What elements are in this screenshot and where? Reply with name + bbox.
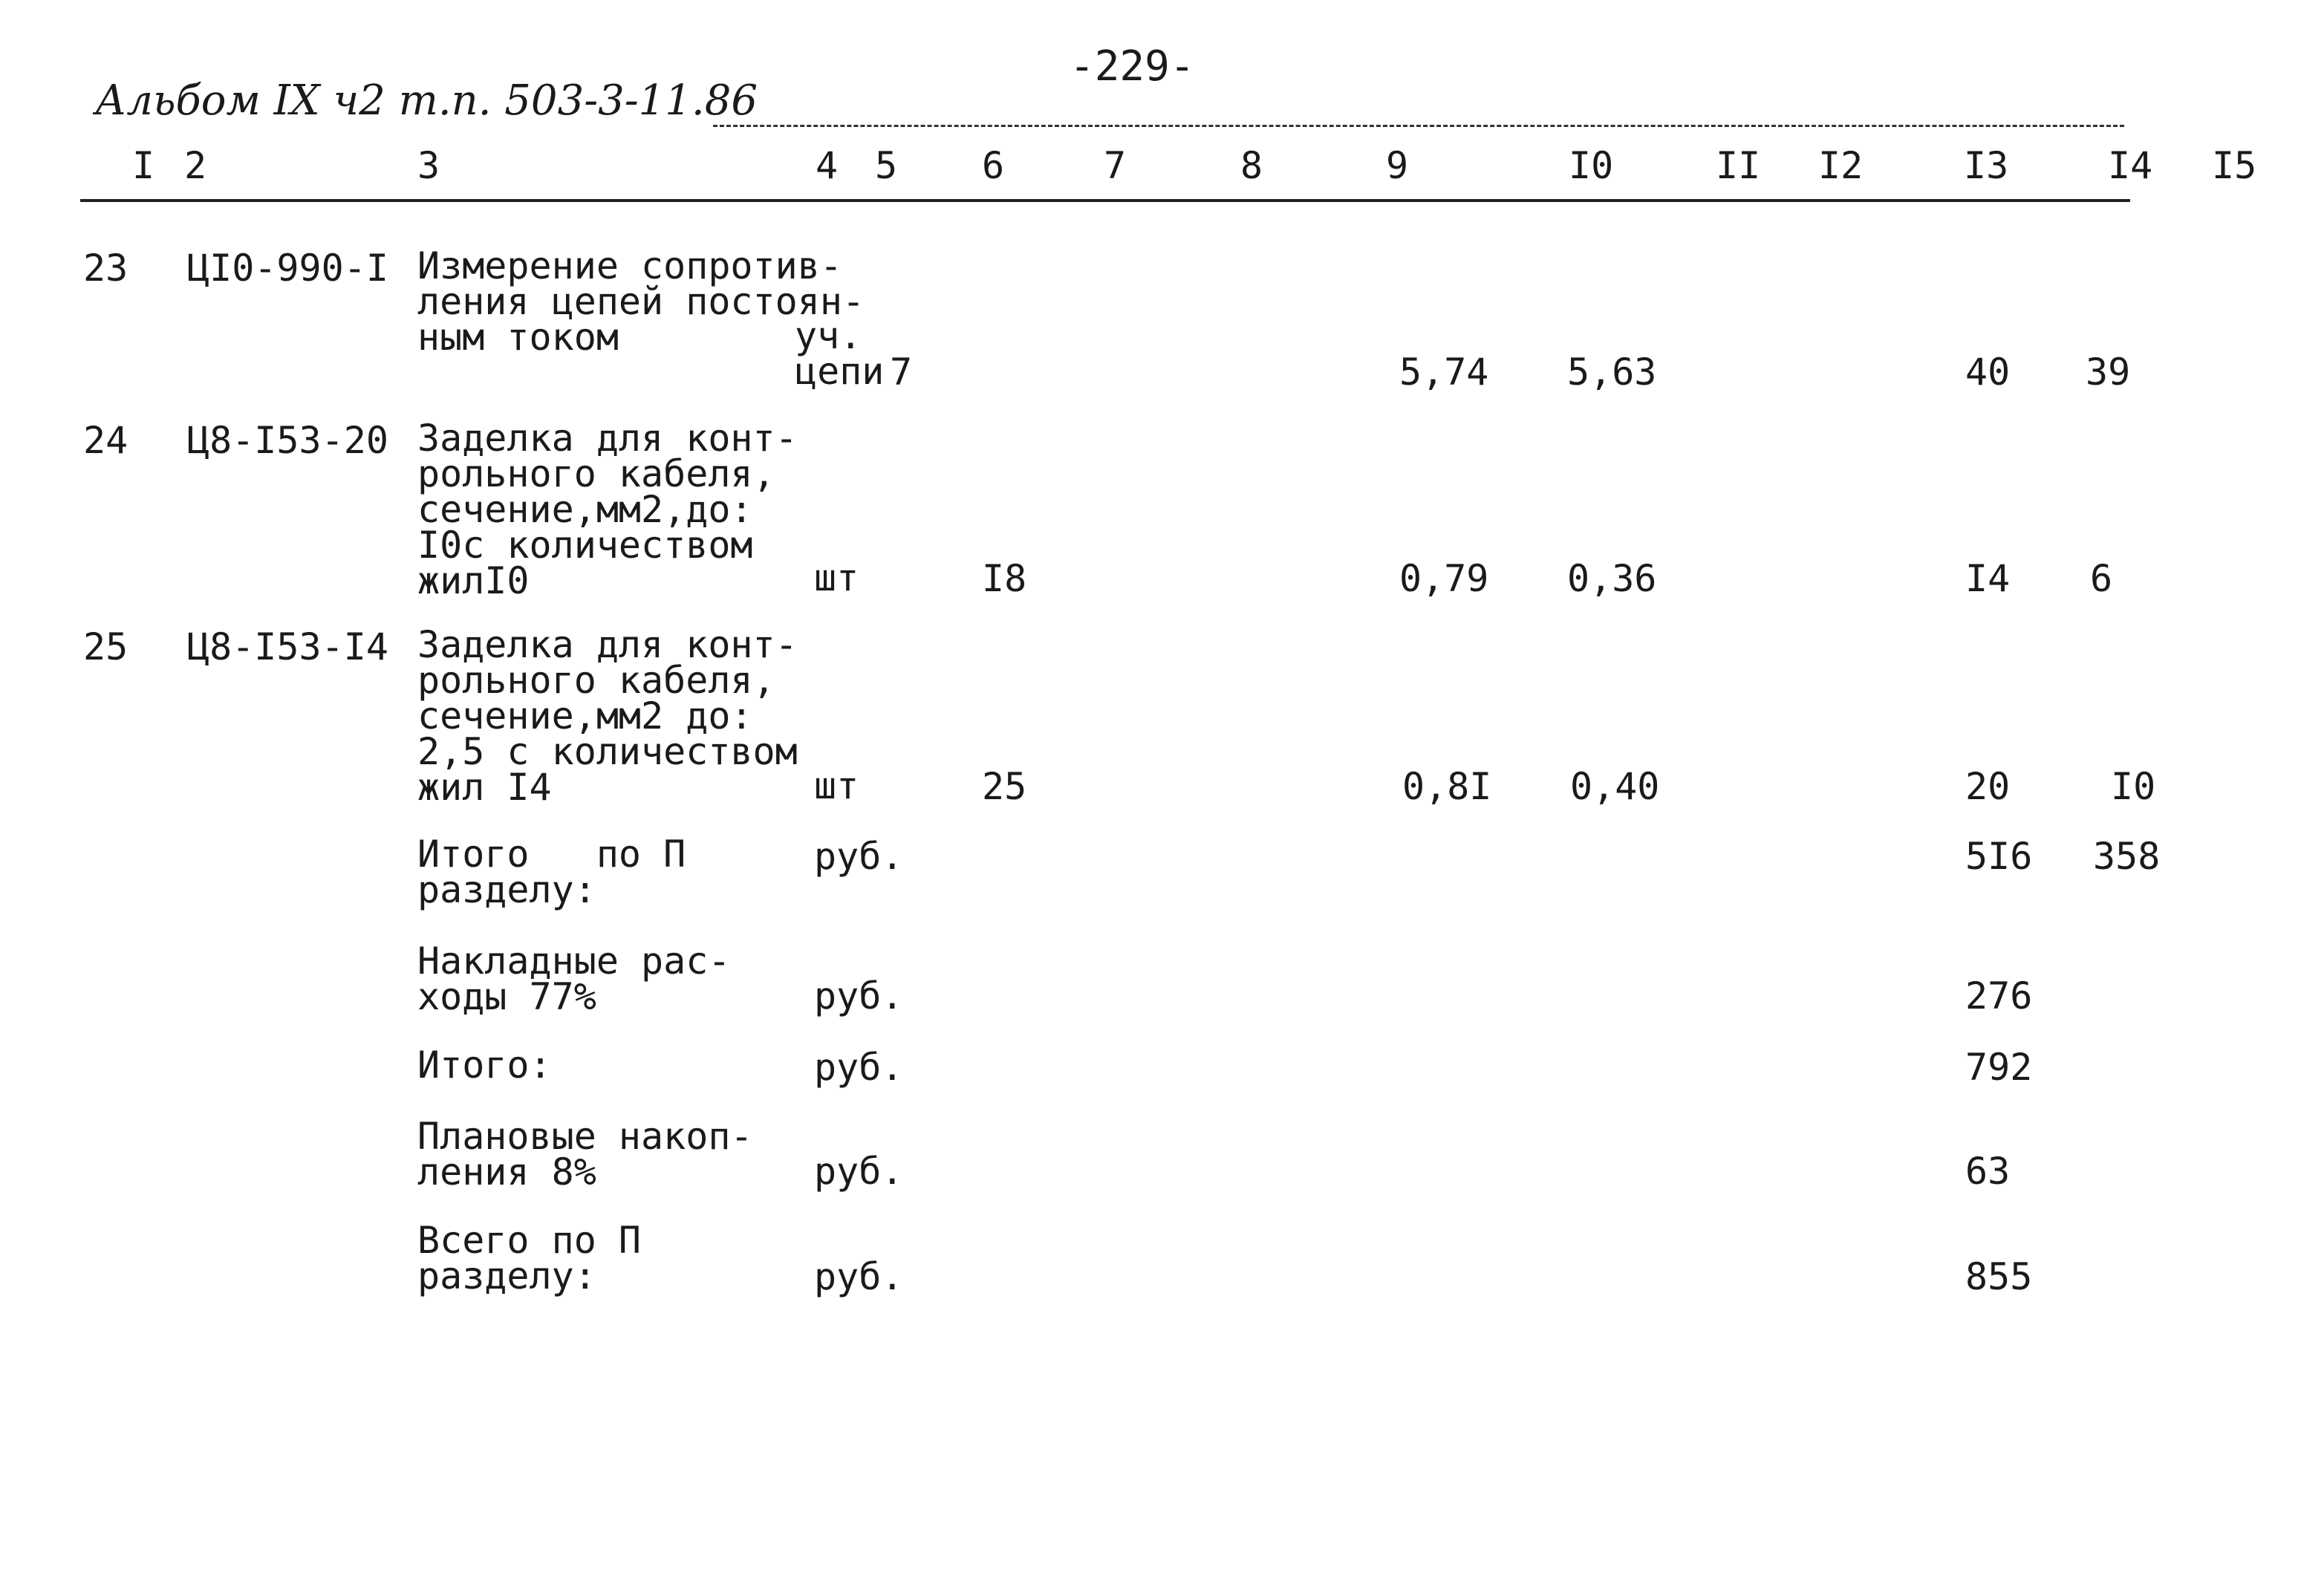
row-col10: 0,40 bbox=[1570, 765, 1660, 808]
row-col5: 7 bbox=[890, 351, 913, 394]
col-header-5: 5 bbox=[875, 144, 898, 187]
row-code: ЦI0-990-I bbox=[187, 247, 388, 290]
row-col9: 5,74 bbox=[1399, 351, 1489, 394]
col-header-3: 3 bbox=[417, 144, 440, 187]
col-header-14: I4 bbox=[2108, 144, 2153, 187]
summary-unit: руб. bbox=[814, 974, 904, 1018]
row-code: Ц8-I53-I4 bbox=[187, 625, 388, 668]
row-col10: 0,36 bbox=[1567, 557, 1657, 600]
page-number: -229- bbox=[1070, 42, 1195, 91]
summary-unit: руб. bbox=[814, 1255, 904, 1298]
row-col9: 0,79 bbox=[1399, 557, 1489, 600]
row-col14: I0 bbox=[2111, 765, 2156, 808]
summary-label: Итого: bbox=[417, 1044, 552, 1087]
col-header-13: I3 bbox=[1964, 144, 2009, 187]
album-note: Альбом IX ч2 т.п. 503-3-11.86 bbox=[95, 76, 758, 125]
summary-label: Итого по П разделу: bbox=[417, 833, 686, 911]
row-col6: I8 bbox=[982, 557, 1027, 600]
summary-label: Накладные рас- ходы 77% bbox=[417, 940, 731, 1018]
col-header-7: 7 bbox=[1104, 144, 1127, 187]
summary-col14: 358 bbox=[2093, 835, 2161, 878]
summary-col13: 5I6 bbox=[1965, 835, 2033, 878]
row-col14: 6 bbox=[2090, 557, 2113, 600]
summary-col13: 792 bbox=[1965, 1046, 2033, 1089]
row-name: Заделка для конт- рольного кабеля, сечение,мм2 до: 2,5 с количеством жил I4 bbox=[417, 623, 798, 809]
row-col10: 5,63 bbox=[1567, 351, 1657, 394]
header-top-rule bbox=[713, 125, 2124, 127]
row-name: Заделка для конт- рольного кабеля, сечение,мм2,до: I0с количеством жилI0 bbox=[417, 417, 798, 602]
summary-unit: руб. bbox=[814, 1150, 904, 1193]
row-code: Ц8-I53-20 bbox=[187, 419, 388, 462]
row-number: 25 bbox=[83, 625, 128, 668]
row-number: 23 bbox=[83, 247, 128, 290]
col-header-12: I2 bbox=[1818, 144, 1864, 187]
summary-col13: 63 bbox=[1965, 1150, 2011, 1193]
col-header-1: I bbox=[132, 144, 155, 187]
col-header-11: II bbox=[1716, 144, 1761, 187]
summary-unit: руб. bbox=[814, 835, 904, 878]
header-bottom-rule bbox=[80, 199, 2130, 202]
row-col14: 39 bbox=[2086, 351, 2131, 394]
summary-col13: 276 bbox=[1965, 974, 2033, 1018]
summary-col13: 855 bbox=[1965, 1255, 2033, 1298]
row-col6: 25 bbox=[982, 765, 1027, 808]
col-header-10: I0 bbox=[1569, 144, 1614, 187]
row-col13: 20 bbox=[1965, 765, 2011, 808]
row-unit: шт bbox=[814, 764, 859, 807]
col-header-9: 9 bbox=[1386, 144, 1409, 187]
summary-label: Плановые накоп- ления 8% bbox=[417, 1115, 753, 1194]
col-header-8: 8 bbox=[1240, 144, 1263, 187]
row-unit: уч. цепи bbox=[795, 314, 885, 393]
col-header-6: 6 bbox=[982, 144, 1005, 187]
col-header-4: 4 bbox=[816, 144, 839, 187]
row-col9: 0,8I bbox=[1402, 765, 1492, 808]
row-col13: 40 bbox=[1965, 351, 2011, 394]
summary-label: Всего по П разделу: bbox=[417, 1219, 642, 1298]
col-header-2: 2 bbox=[184, 144, 207, 187]
row-col13: I4 bbox=[1965, 557, 2011, 600]
row-name: Измерение сопротив- ления цепей постоян- ным током bbox=[417, 244, 865, 359]
summary-unit: руб. bbox=[814, 1046, 904, 1089]
col-header-15: I5 bbox=[2212, 144, 2257, 187]
row-unit: шт bbox=[814, 556, 859, 599]
row-number: 24 bbox=[83, 419, 128, 462]
